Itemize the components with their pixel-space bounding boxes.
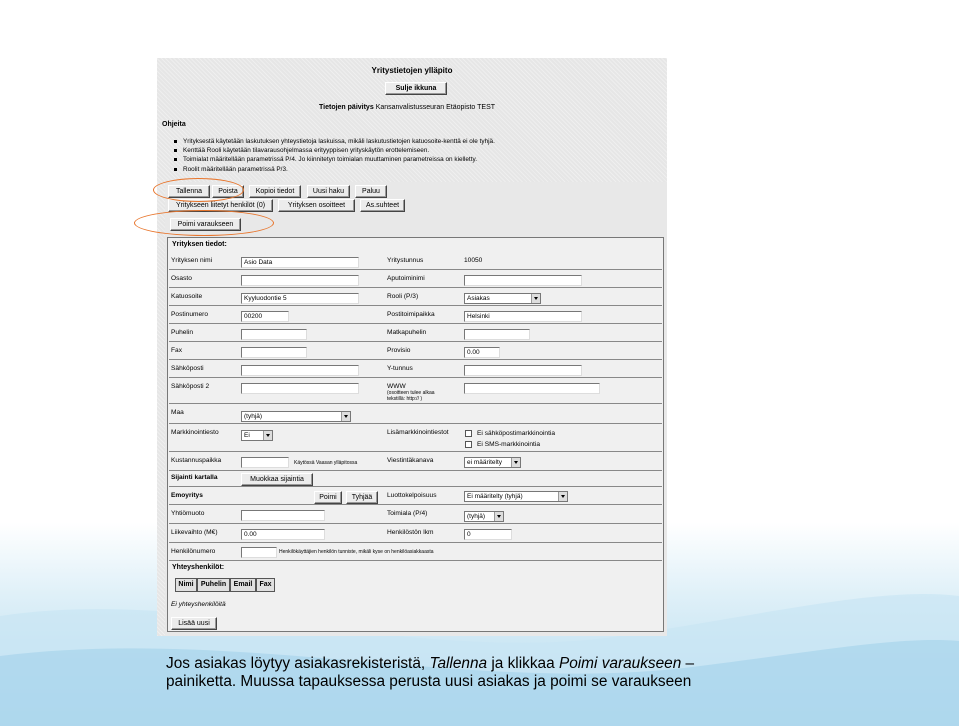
back-button[interactable]: Paluu xyxy=(355,185,387,198)
caption-text: ja klikkaa xyxy=(487,655,559,672)
www-note: (osoitteen tulee alkaa xyxy=(387,390,435,396)
staff-input[interactable]: 0 xyxy=(464,529,512,540)
no-sms-marketing-checkbox[interactable] xyxy=(465,441,472,448)
ytunnus-input[interactable] xyxy=(464,365,582,376)
person-no-label: Henkilönumero xyxy=(171,548,216,555)
form-row xyxy=(169,472,662,487)
location-label: Sijainti kartalla xyxy=(171,474,218,481)
form-row xyxy=(169,453,662,471)
email2-label: Sähköposti 2 xyxy=(171,383,210,390)
channel-value: ei määritelty xyxy=(467,459,503,466)
update-label: Tietojen päivitys xyxy=(319,104,374,111)
relations-button[interactable]: As.suhteet xyxy=(360,199,405,212)
company-form-input[interactable] xyxy=(241,510,325,521)
form-row xyxy=(169,405,662,424)
highlight-oval-save xyxy=(153,178,244,202)
credit-value: Ei määritelty (tyhjä) xyxy=(467,493,523,500)
highlight-oval-pick xyxy=(134,210,274,236)
contacts-column-header: Puhelin xyxy=(197,578,230,592)
commission-label: Provisio xyxy=(387,347,411,354)
form-row xyxy=(169,544,662,561)
form-row xyxy=(169,425,662,452)
chevron-down-icon xyxy=(494,512,503,521)
fax-input[interactable] xyxy=(241,347,307,358)
revenue-input[interactable]: 0.00 xyxy=(241,529,325,540)
form-row xyxy=(169,525,662,543)
chevron-down-icon xyxy=(558,492,567,501)
no-sms-marketing-label: Ei SMS-markkinointia xyxy=(477,441,541,448)
update-info xyxy=(319,104,495,112)
save-button[interactable]: Tallenna xyxy=(168,185,210,198)
pick-for-booking-button[interactable]: Poimi varaukseen xyxy=(170,218,241,231)
chevron-down-icon xyxy=(263,431,272,440)
contacts-column-header: Email xyxy=(230,578,256,592)
organization-name: Kansanvalistusseuran Etäopisto TEST xyxy=(375,104,496,111)
www-label: WWW xyxy=(387,383,406,390)
slide-caption xyxy=(166,655,726,690)
company-name-input[interactable]: Asio Data xyxy=(241,257,359,268)
company-form-label: Yhtiömuoto xyxy=(171,510,205,517)
chevron-down-icon xyxy=(531,294,540,303)
department-label: Osasto xyxy=(171,275,192,282)
industry-select[interactable] xyxy=(464,511,504,522)
parent-pick-button[interactable]: Poimi xyxy=(314,491,342,504)
credit-select[interactable] xyxy=(464,491,568,502)
edit-location-button[interactable]: Muokkaa sijaintia xyxy=(241,473,313,486)
add-contact-button[interactable]: Lisää uusi xyxy=(171,617,217,630)
page-title: Yritystietojen ylläpito xyxy=(371,66,453,75)
help-item: Roolit määritellään parametrissä P/3. xyxy=(174,165,654,174)
help-title: Ohjeita xyxy=(162,121,186,128)
company-form xyxy=(167,237,664,632)
close-window-button[interactable]: Sulje ikkuna xyxy=(385,82,447,95)
caption-emphasis: Poimi varaukseen xyxy=(558,655,682,672)
contacts-column-header: Nimi xyxy=(175,578,197,592)
email2-input[interactable] xyxy=(241,383,359,394)
marketing-value: Ei xyxy=(244,432,250,439)
caption-text: –painiketta. Muussa tapauksessa perusta uusi asiakas ja poimi se varaukseen xyxy=(166,655,695,690)
chevron-down-icon xyxy=(341,412,350,421)
person-no-note: Henkilökäyttäjien henkilön tunniste, mikäli kyse on henkilöasiakkaasta xyxy=(279,549,434,555)
caption-emphasis: Tallenna xyxy=(429,655,488,672)
delete-button[interactable]: Poista xyxy=(212,185,244,198)
person-no-input[interactable] xyxy=(241,547,277,558)
role-select[interactable] xyxy=(464,293,541,304)
aux-name-label: Aputoiminimi xyxy=(387,275,425,282)
no-email-marketing-checkbox[interactable] xyxy=(465,430,472,437)
form-row xyxy=(169,253,662,270)
copy-button[interactable]: Kopioi tiedot xyxy=(249,185,301,198)
email-input[interactable] xyxy=(241,365,359,376)
staff-label: Henkilöstön lkm xyxy=(387,529,434,536)
extra-marketing-label: Lisämarkkinointiestot xyxy=(387,429,449,436)
role-label: Rooli (P/3) xyxy=(387,293,419,300)
help-item: Kenttää Rooli käytetään tilavarausohjelmassa erityyppisen yrityskäytön erottelemiseen. xyxy=(174,146,654,155)
section-title: Yrityksen tiedot: xyxy=(172,241,227,248)
screenshot-panel xyxy=(157,58,667,636)
contacts-column-header: Fax xyxy=(256,578,275,592)
form-row xyxy=(169,379,662,404)
help-list xyxy=(174,137,654,174)
postcode-input[interactable]: 00200 xyxy=(241,311,289,322)
aux-name-input[interactable] xyxy=(464,275,582,286)
commission-input[interactable]: 0.00 xyxy=(464,347,500,358)
mobile-label: Matkapuhelin xyxy=(387,329,427,336)
credit-label: Luottokelpoisuus xyxy=(387,492,437,499)
business-id-value: 10050 xyxy=(464,257,483,264)
business-id-label: Yritystunnus xyxy=(387,257,424,264)
role-value: Asiakas xyxy=(467,295,490,302)
revenue-label: Liikevaihto (M€) xyxy=(171,529,218,536)
department-input[interactable] xyxy=(241,275,359,286)
no-email-marketing-label: Ei sähköpostimarkkinointia xyxy=(477,430,556,437)
cost-center-note: Käytössä Vaasan ylläpitossa xyxy=(294,460,358,466)
postoffice-label: Postitoimipaikka xyxy=(387,311,435,318)
form-row xyxy=(169,307,662,324)
linked-persons-button[interactable]: Yritykseen liitetyt henkilöt (0) xyxy=(168,199,273,212)
industry-label: Toimiala (P/4) xyxy=(387,510,428,517)
www-note: tekstillä: http:// ) xyxy=(387,396,423,402)
fax-label: Fax xyxy=(171,347,182,354)
addresses-button[interactable]: Yrityksen osoitteet xyxy=(278,199,355,212)
channel-label: Viestintäkanava xyxy=(387,457,434,464)
country-label: Maa xyxy=(171,409,184,416)
caption-text: Jos asiakas löytyy asiakasrekisteristä, xyxy=(166,655,430,672)
country-select[interactable] xyxy=(241,411,351,422)
phone-input[interactable] xyxy=(241,329,307,340)
contacts-title: Yhteyshenkilöt: xyxy=(172,564,225,571)
postcode-label: Postinumero xyxy=(171,311,209,318)
ytunnus-label: Y-tunnus xyxy=(387,365,413,372)
help-item: Yrityksestä käytetään laskutuksen yhteystietoja laskuissa, mikäli laskutustietojen katuosoite-kenttä ei ole tyhjä. xyxy=(174,137,654,146)
street-input[interactable]: Kyyluodontie 5 xyxy=(241,293,359,304)
street-label: Katuosoite xyxy=(171,293,203,300)
industry-value: (tyhjä) xyxy=(467,513,486,520)
name-label: Yrityksen nimi xyxy=(171,257,213,264)
form-row xyxy=(169,361,662,378)
new-search-button[interactable]: Uusi haku xyxy=(307,185,350,198)
form-row xyxy=(169,506,662,524)
form-row xyxy=(169,488,662,505)
marketing-select[interactable] xyxy=(241,430,273,441)
form-row xyxy=(169,271,662,288)
no-contacts-text: Ei yhteyshenkilöitä xyxy=(171,601,226,608)
parent-clear-button[interactable]: Tyhjää xyxy=(346,491,378,504)
email-label: Sähköposti xyxy=(171,365,204,372)
help-item: Toimialat määritellään parametrissä P/4. Jo kiinnitetyn toimialan muuttaminen parametreissa on kielletty. xyxy=(174,155,654,164)
mobile-input[interactable] xyxy=(464,329,530,340)
postoffice-input[interactable]: Helsinki xyxy=(464,311,582,322)
country-value: (tyhjä) xyxy=(244,413,263,420)
form-row xyxy=(169,343,662,360)
cost-center-label: Kustannuspaikka xyxy=(171,457,222,464)
chevron-down-icon xyxy=(511,458,520,467)
marketing-label: Markkinointiesto xyxy=(171,429,219,436)
cost-center-input[interactable] xyxy=(241,457,289,468)
parent-label: Emoyritys xyxy=(171,492,203,499)
phone-label: Puhelin xyxy=(171,329,193,336)
form-row xyxy=(169,325,662,342)
form-row xyxy=(169,289,662,306)
www-input[interactable] xyxy=(464,383,600,394)
channel-select[interactable] xyxy=(464,457,521,468)
